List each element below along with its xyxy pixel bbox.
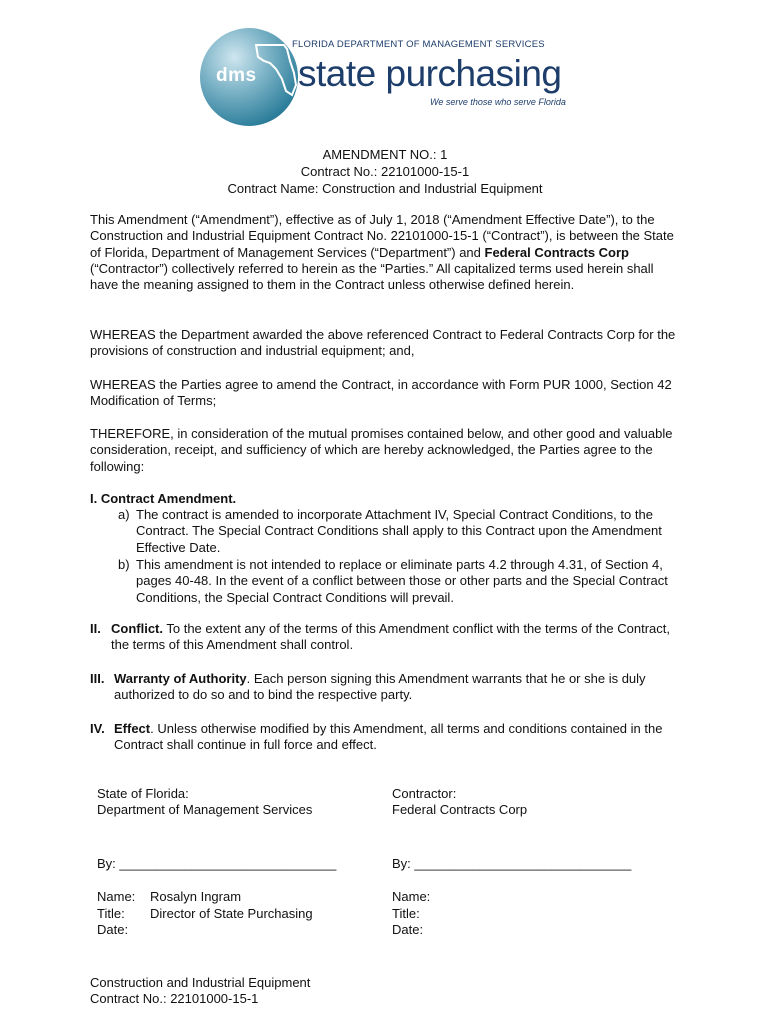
- section-1-heading: I. Contract Amendment.: [90, 491, 237, 506]
- whereas-paragraph-2: WHEREAS the Parties agree to amend the Contract, in accordance with Form PUR 1000, Section 42 Modification of Terms;: [90, 377, 672, 409]
- left-date-label: Date:: [97, 922, 129, 937]
- left-name-value: Rosalyn Ingram: [150, 889, 242, 904]
- contract-name: Contract Name: Construction and Industrial Equipment: [227, 181, 543, 196]
- logo-dms-text: dms: [216, 65, 257, 86]
- logo-title: state purchasing: [298, 53, 562, 94]
- dms-state-purchasing-logo: [200, 25, 580, 135]
- right-title-label: Title:: [392, 906, 420, 921]
- section-1a-text: The contract is amended to incorporate Attachment IV, Special Contract Conditions, to the Contract. The Special Contract Conditions shall apply to this Contract upon the Amendment Effective Date.: [136, 507, 662, 555]
- section-3-text: Warranty of Authority. Each person signing this Amendment warrants that he or she is duly authorized to do so and to bind the respective party.: [114, 671, 646, 703]
- left-party-line2: Department of Management Services: [97, 802, 313, 817]
- intro-contractor-name: Federal Contracts Corp: [484, 244, 629, 260]
- section-4-number: IV.: [90, 721, 105, 736]
- intro-part2: (“Contractor”) collectively referred to herein as the “Parties.” All capitalized terms used herein shall have the meaning assigned to them in the Contract unless otherwise defined herein.: [90, 260, 654, 293]
- therefore-paragraph: THEREFORE, in consideration of the mutual promises contained below, and other good and valuable consideration, receipt, and sufficiency of which are hereby acknowledged, the Parties agree to the following:: [90, 426, 673, 474]
- section-1b-text: This amendment is not intended to replace or eliminate parts 4.2 through 4.31, of Section 4, pages 40-48. In the event of a conflict between those or other parts and the Special Contract Conditions, the Special Contract Conditions will prevail.: [136, 557, 668, 605]
- amendment-number: AMENDMENT NO.: 1: [322, 147, 448, 162]
- right-date-label: Date:: [392, 922, 424, 937]
- whereas-paragraph-1: WHEREAS the Department awarded the above referenced Contract to Federal Contracts Corp for the provisions of construction and industrial equipment; and,: [90, 327, 676, 359]
- left-party-line1: State of Florida:: [97, 786, 189, 801]
- left-signature-line[interactable]: By: ______________________________: [97, 856, 337, 871]
- footer-line1: Construction and Industrial Equipment: [90, 975, 311, 990]
- right-party-line2: Federal Contracts Corp: [392, 802, 528, 817]
- section-2-number: II.: [90, 621, 101, 636]
- logo-tagline: We serve those who serve Florida: [430, 97, 566, 107]
- left-title-value: Director of State Purchasing: [150, 906, 313, 921]
- left-name-label: Name:: [97, 889, 136, 904]
- right-name-label: Name:: [392, 889, 431, 904]
- logo-department-text: FLORIDA DEPARTMENT OF MANAGEMENT SERVICES: [292, 39, 545, 50]
- section-3-number: III.: [90, 671, 105, 686]
- right-signature-line[interactable]: By: ______________________________: [392, 856, 632, 871]
- contract-number: Contract No.: 22101000-15-1: [300, 164, 470, 179]
- intro-part1: This Amendment (“Amendment”), effective as of July 1, 2018 (“Amendment Effective Date”), to the Construction and Industrial Equipment Contract No. 22101000-15-1 (“Contract”), is between the State of Florida, Department of Management Services (“Department”) and: [90, 212, 674, 260]
- footer-line2: Contract No.: 22101000-15-1: [90, 991, 259, 1006]
- intro-paragraph: [90, 212, 685, 293]
- section-1b-label: b): [118, 557, 130, 572]
- section-4-text: Effect. Unless otherwise modified by this Amendment, all terms and conditions contained in the Contract shall continue in full force and effect.: [114, 721, 663, 753]
- right-party-line1: Contractor:: [392, 786, 457, 801]
- section-1a-label: a): [118, 507, 130, 522]
- left-title-label: Title:: [97, 906, 125, 921]
- section-2-text: Conflict. To the extent any of the terms of this Amendment conflict with the terms of the Contract, the terms of this Amendment shall control.: [111, 621, 671, 653]
